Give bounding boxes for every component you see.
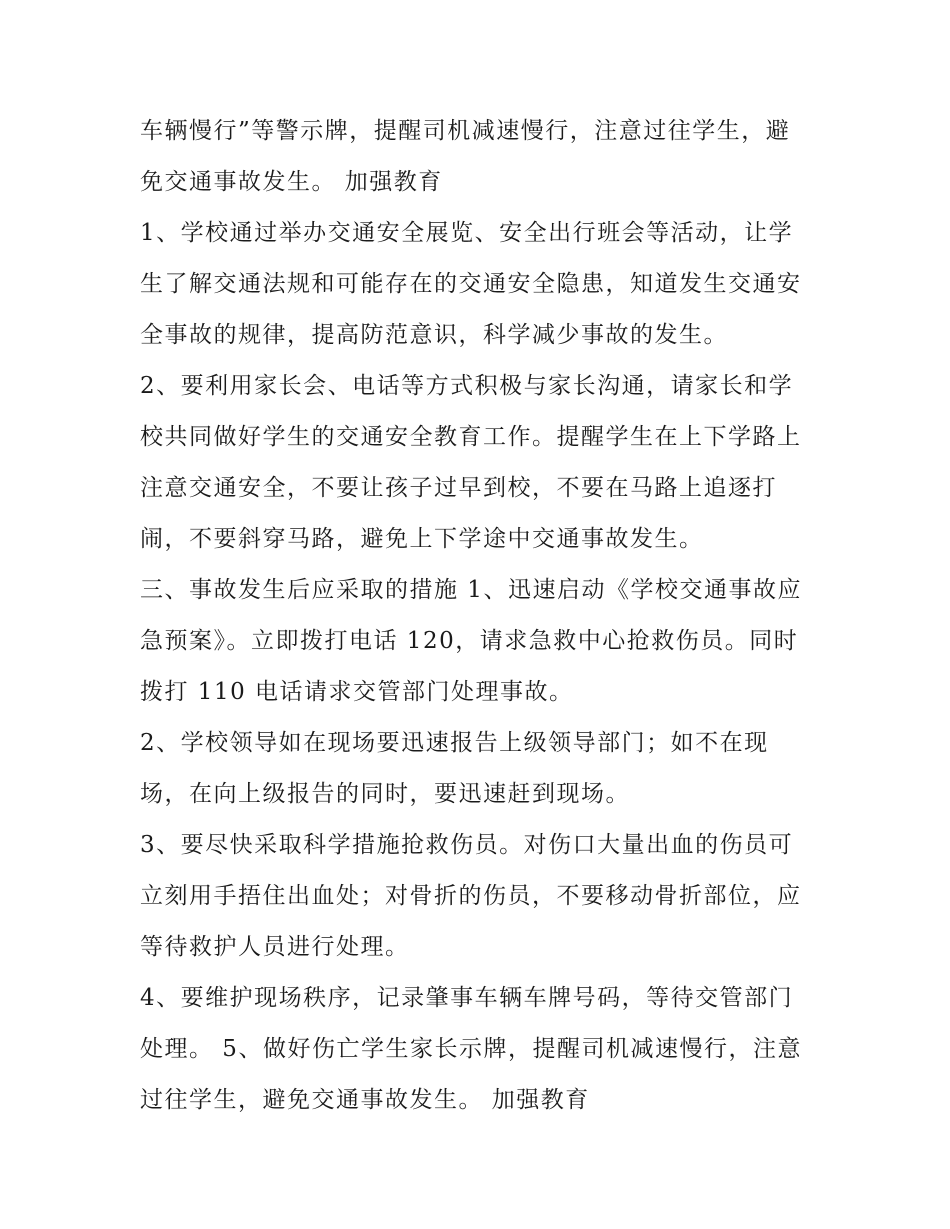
text-line: 全事故的规律，提高防范意识，科学减少事故的发生。	[140, 322, 728, 348]
text-line: 注意交通安全，不要让孩子过早到校，不要在马路上追逐打	[140, 475, 777, 501]
text-line: 校共同做好学生的交通安全教育工作。提醒学生在上下学路上	[140, 424, 802, 450]
text-line: 2、要利用家长会、电话等方式积极与家长沟通，请家长和学	[140, 373, 794, 399]
text-line: 免交通事故发生。 加强教育	[140, 169, 443, 195]
text-line: 等待救护人员进行处理。	[140, 934, 410, 960]
document-body	[140, 106, 820, 1126]
text-line: 处理。 5、做好伤亡学生家长示牌，提醒司机减速慢行，注意	[140, 1036, 802, 1062]
text-line: 过往学生，避免交通事故发生。 加强教育	[140, 1087, 590, 1113]
text-line: 4、要维护现场秩序，记录肇事车辆车牌号码，等待交管部门	[140, 985, 794, 1011]
text-line: 急预案》。立即拨打电话 120，请求急救中心抢救伤员。同时	[140, 628, 799, 654]
text-line: 拨打 110 电话请求交管部门处理事故。	[140, 679, 574, 705]
text-line: 1、学校通过举办交通安全展览、安全出行班会等活动，让学	[140, 220, 794, 246]
text-line: 3、要尽快采取科学措施抢救伤员。对伤口大量出血的伤员可	[140, 832, 794, 858]
text-line: 2、学校领导如在现场要迅速报告上级领导部门；如不在现	[140, 730, 769, 756]
text-line: 闹，不要斜穿马路，避免上下学途中交通事故发生。	[140, 526, 704, 552]
text-line: 场，在向上级报告的同时，要迅速赶到现场。	[140, 781, 630, 807]
text-line: 三、事故发生后应采取的措施 1、迅速启动《学校交通事故应	[140, 577, 802, 603]
text-line: 生了解交通法规和可能存在的交通安全隐患，知道发生交通安	[140, 271, 802, 297]
text-line: 立刻用手捂住出血处；对骨折的伤员，不要移动骨折部位，应	[140, 883, 802, 909]
text-line: 车辆慢行”等警示牌，提醒司机减速慢行，注意过往学生，避	[140, 118, 791, 144]
